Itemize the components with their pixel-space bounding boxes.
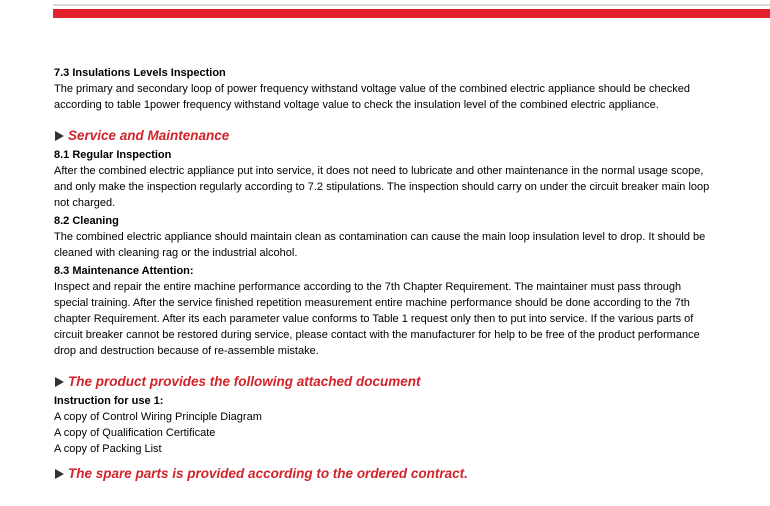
header-red-bar — [53, 9, 770, 18]
section-8-1-heading: 8.1 Regular Inspection — [54, 149, 172, 161]
attached-item: A copy of Packing List — [54, 443, 162, 455]
triangle-bullet-icon — [55, 377, 64, 387]
triangle-bullet-icon — [55, 469, 64, 479]
document-body — [54, 65, 716, 483]
section-8-1-text: After the combined electric appliance put into service, it does not need to lubricate and other maintenance in the normal usage scope, and only make the inspection regularly according to 7.2 stipulations. The inspection should carry on under the circuit breaker main loop not charged. — [54, 165, 710, 209]
section-8-2-heading: 8.2 Cleaning — [54, 215, 119, 227]
section-7-3-text: The primary and secondary loop of power frequency withstand voltage value of the combined electric appliance should be checked according to table 1power frequency withstand voltage value to check the insulation level of the combined electric appliance. — [54, 83, 690, 111]
attached-item: A copy of Control Wiring Principle Diagram — [54, 411, 262, 423]
service-maintenance-section-title — [54, 127, 716, 145]
spare-parts-title: The spare parts is provided according to the ordered contract. — [68, 466, 468, 481]
attached-item: A copy of Qualification Certificate — [54, 427, 216, 439]
section-8-2-text: The combined electric appliance should maintain clean as contamination can cause the main loop insulation level to drop. It should be cleaned with cleaning rag or the industrial alcohol. — [54, 231, 706, 259]
section-8-3-text: Inspect and repair the entire machine performance according to the 7th Chapter Requirement. The maintainer must pass through special training. After the service finished repetition measurement entire machine performance should be done according to the 7th chapter Requirement. After its each parameter value conforms to Table 1 request only then to put into service. If the various parts of circuit breaker cannot be restored during service, please contact with the manufacturer for help to be free of the product performance drop and destruction because of re-assemble mistake. — [54, 281, 700, 357]
section-7-3-heading: 7.3 Insulations Levels Inspection — [54, 67, 226, 79]
attached-document-section-title — [54, 373, 716, 391]
service-maintenance-title: Service and Maintenance — [68, 128, 230, 143]
spare-parts-section-title — [54, 465, 716, 483]
attached-document-title: The product provides the following attached document — [68, 374, 421, 389]
section-8-3-heading: 8.3 Maintenance Attention: — [54, 265, 194, 277]
triangle-bullet-icon — [55, 131, 64, 141]
instruction-heading: Instruction for use 1: — [54, 395, 164, 407]
header-thin-line — [53, 4, 770, 6]
